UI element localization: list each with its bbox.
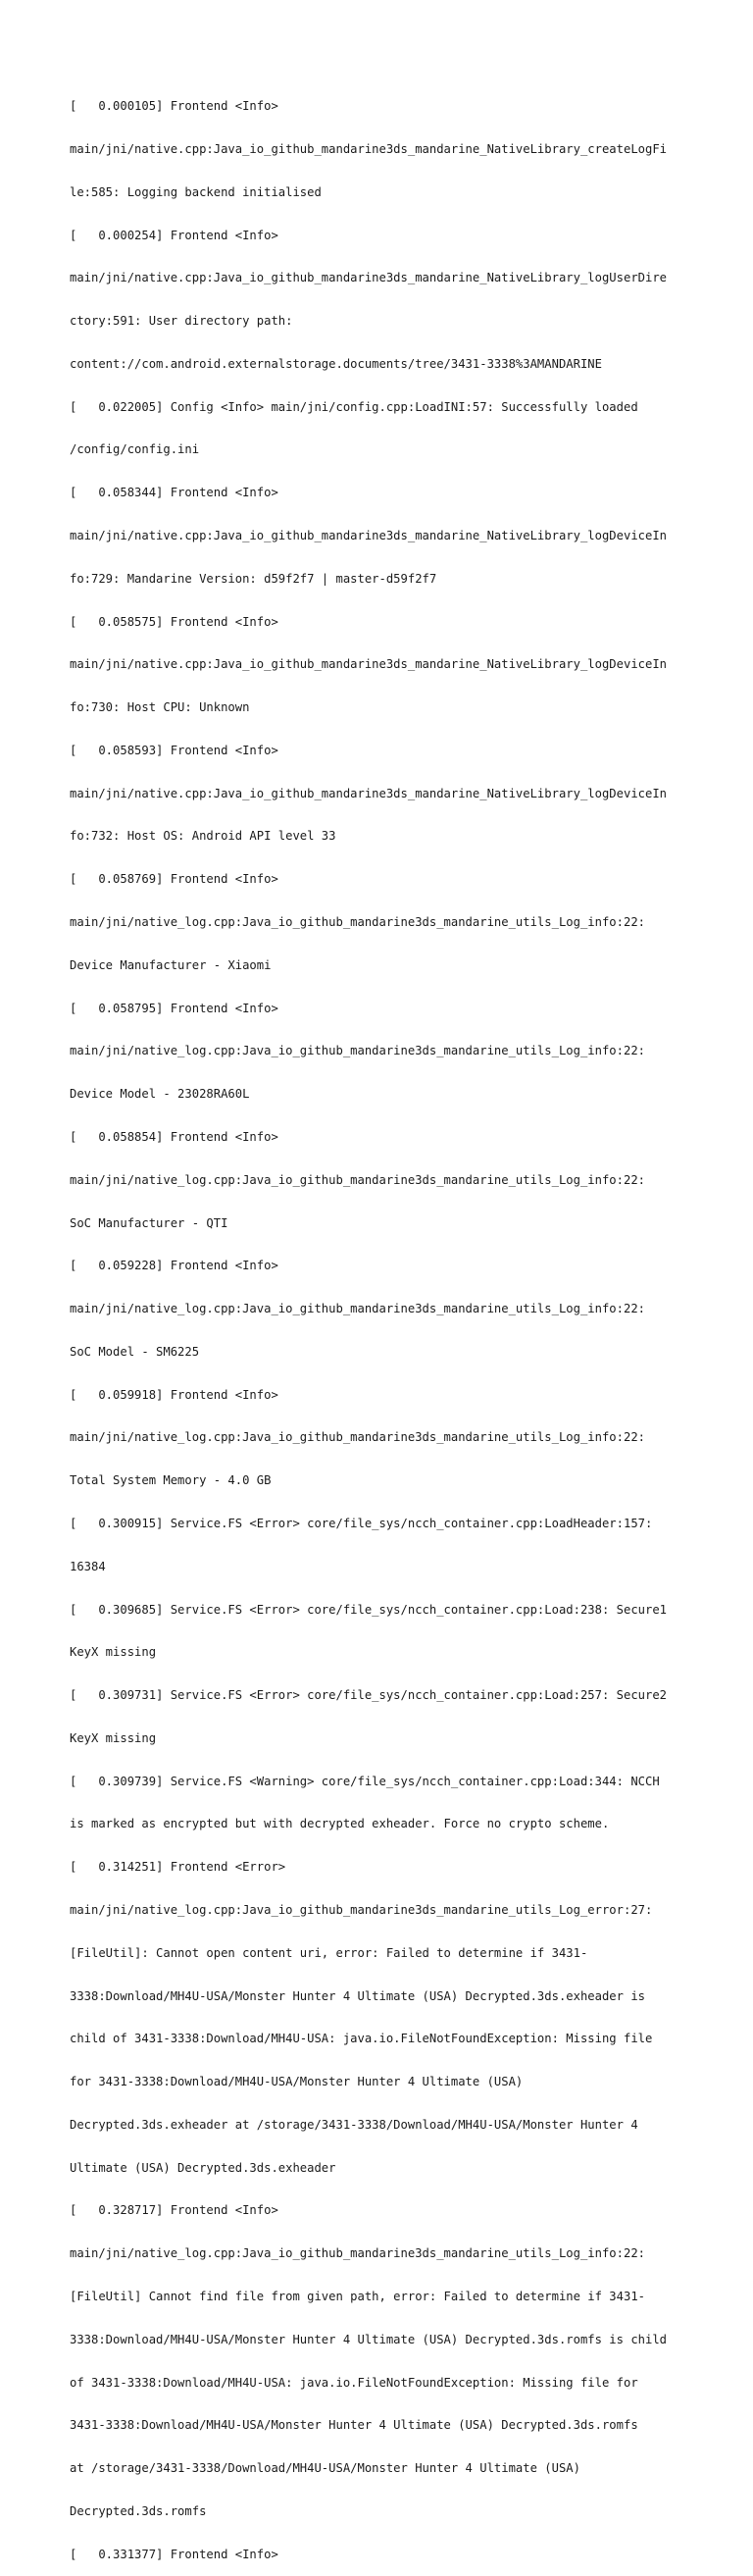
log-line: Decrypted.3ds.romfs [70, 2503, 207, 2518]
log-line: [ 0.000254] Frontend <Info> [70, 228, 278, 242]
log-line: at /storage/3431-3338/Download/MH4U-USA/Monster Hunter 4 Ultimate (USA) [70, 2461, 580, 2476]
log-line: [ 0.000105] Frontend <Info> [70, 99, 278, 114]
log-text-view[interactable] [70, 71, 697, 2576]
log-line: KeyX missing [70, 1645, 157, 1660]
log-line: main/jni/native_log.cpp:Java_io_github_mandarine3ds_mandarine_utils_Log_info:22: [70, 915, 645, 930]
log-line: Total System Memory - 4.0 GB [70, 1473, 272, 1488]
log-line: [FileUtil] Cannot find file from given path, error: Failed to determine if 3431- [70, 2290, 645, 2304]
log-line: [ 0.309731] Service.FS <Error> core/file_sys/ncch_container.cpp:Load:257: Secure2 [70, 1688, 668, 1703]
log-line: [ 0.059918] Frontend <Info> [70, 1387, 278, 1402]
log-line: Device Model - 23028RA60L [70, 1087, 250, 1102]
log-line: for 3431-3338:Download/MH4U-USA/Monster Hunter 4 Ultimate (USA) [70, 2075, 524, 2089]
log-line: 3338:Download/MH4U-USA/Monster Hunter 4 Ultimate (USA) Decrypted.3ds.romfs is child [70, 2332, 668, 2346]
log-line: [FileUtil]: Cannot open content uri, error: Failed to determine if 3431- [70, 1945, 588, 1960]
log-line: [ 0.331377] Frontend <Info> [70, 2547, 278, 2561]
log-line: [ 0.300915] Service.FS <Error> core/file_sys/ncch_container.cpp:LoadHeader:157: [70, 1516, 653, 1530]
log-line: is marked as encrypted but with decrypted exheader. Force no crypto scheme. [70, 1817, 610, 1831]
log-line: main/jni/native_log.cpp:Java_io_github_mandarine3ds_mandarine_utils_Log_info:22: [70, 1044, 645, 1058]
log-line: /config/config.ini [70, 442, 200, 457]
log-line: ctory:591: User directory path: [70, 314, 293, 329]
log-line: main/jni/native_log.cpp:Java_io_github_mandarine3ds_mandarine_utils_Log_error:27: [70, 1903, 653, 1917]
log-line: fo:729: Mandarine Version: d59f2f7 | master-d59f2f7 [70, 571, 437, 586]
log-line: [ 0.314251] Frontend <Error> [70, 1860, 286, 1875]
log-line: [ 0.058854] Frontend <Info> [70, 1129, 278, 1144]
log-line: Decrypted.3ds.exheader at /storage/3431-3338/Download/MH4U-USA/Monster Hunter 4 [70, 2117, 638, 2132]
log-line: fo:732: Host OS: Android API level 33 [70, 829, 336, 844]
log-line: [ 0.328717] Frontend <Info> [70, 2203, 278, 2218]
log-line: [ 0.058593] Frontend <Info> [70, 743, 278, 757]
log-line: 16384 [70, 1559, 106, 1573]
log-line: child of 3431-3338:Download/MH4U-USA: java.io.FileNotFoundException: Missing file [70, 2032, 653, 2046]
log-line: content://com.android.externalstorage.documents/tree/3431-3338%3AMANDARINE [70, 356, 602, 371]
log-line: le:585: Logging backend initialised [70, 184, 322, 199]
log-line: main/jni/native_log.cpp:Java_io_github_mandarine3ds_mandarine_utils_Log_info:22: [70, 2246, 645, 2261]
log-line: main/jni/native_log.cpp:Java_io_github_mandarine3ds_mandarine_utils_Log_info:22: [70, 1430, 645, 1445]
log-line: [ 0.022005] Config <Info> main/jni/config.cpp:LoadINI:57: Successfully loaded [70, 399, 638, 414]
log-line: fo:730: Host CPU: Unknown [70, 700, 250, 715]
log-line: 3431-3338:Download/MH4U-USA/Monster Hunter 4 Ultimate (USA) Decrypted.3ds.romfs [70, 2418, 638, 2433]
log-line: main/jni/native.cpp:Java_io_github_mandarine3ds_mandarine_NativeLibrary_logUserDire [70, 271, 668, 285]
log-line: [ 0.309685] Service.FS <Error> core/file_sys/ncch_container.cpp:Load:238: Secure1 [70, 1602, 668, 1617]
log-line: main/jni/native_log.cpp:Java_io_github_mandarine3ds_mandarine_utils_Log_info:22: [70, 1302, 645, 1316]
log-line: [ 0.058795] Frontend <Info> [70, 1001, 278, 1015]
log-line: main/jni/native.cpp:Java_io_github_mandarine3ds_mandarine_NativeLibrary_createLogFi [70, 141, 668, 156]
log-line: main/jni/native.cpp:Java_io_github_mandarine3ds_mandarine_NativeLibrary_logDeviceIn [70, 529, 668, 542]
log-line: SoC Manufacturer - QTI [70, 1215, 228, 1230]
log-line: SoC Model - SM6225 [70, 1344, 200, 1359]
log-line: Device Manufacturer - Xiaomi [70, 957, 272, 972]
log-line: [ 0.309739] Service.FS <Warning> core/file_sys/ncch_container.cpp:Load:344: NCCH [70, 1774, 660, 1788]
log-line: [ 0.058575] Frontend <Info> [70, 614, 278, 629]
log-line: 3338:Download/MH4U-USA/Monster Hunter 4 Ultimate (USA) Decrypted.3ds.exheader is [70, 1988, 645, 2003]
log-line: of 3431-3338:Download/MH4U-USA: java.io.FileNotFoundException: Missing file for [70, 2375, 638, 2390]
log-line: main/jni/native.cpp:Java_io_github_mandarine3ds_mandarine_NativeLibrary_logDeviceIn [70, 786, 668, 800]
log-line: [ 0.058769] Frontend <Info> [70, 872, 278, 887]
log-line: KeyX missing [70, 1730, 157, 1745]
log-line: [ 0.058344] Frontend <Info> [70, 486, 278, 500]
log-line: main/jni/native_log.cpp:Java_io_github_mandarine3ds_mandarine_utils_Log_info:22: [70, 1172, 645, 1187]
log-line: Ultimate (USA) Decrypted.3ds.exheader [70, 2160, 336, 2175]
log-line: main/jni/native.cpp:Java_io_github_mandarine3ds_mandarine_NativeLibrary_logDeviceIn [70, 657, 668, 672]
log-line: [ 0.059228] Frontend <Info> [70, 1259, 278, 1273]
